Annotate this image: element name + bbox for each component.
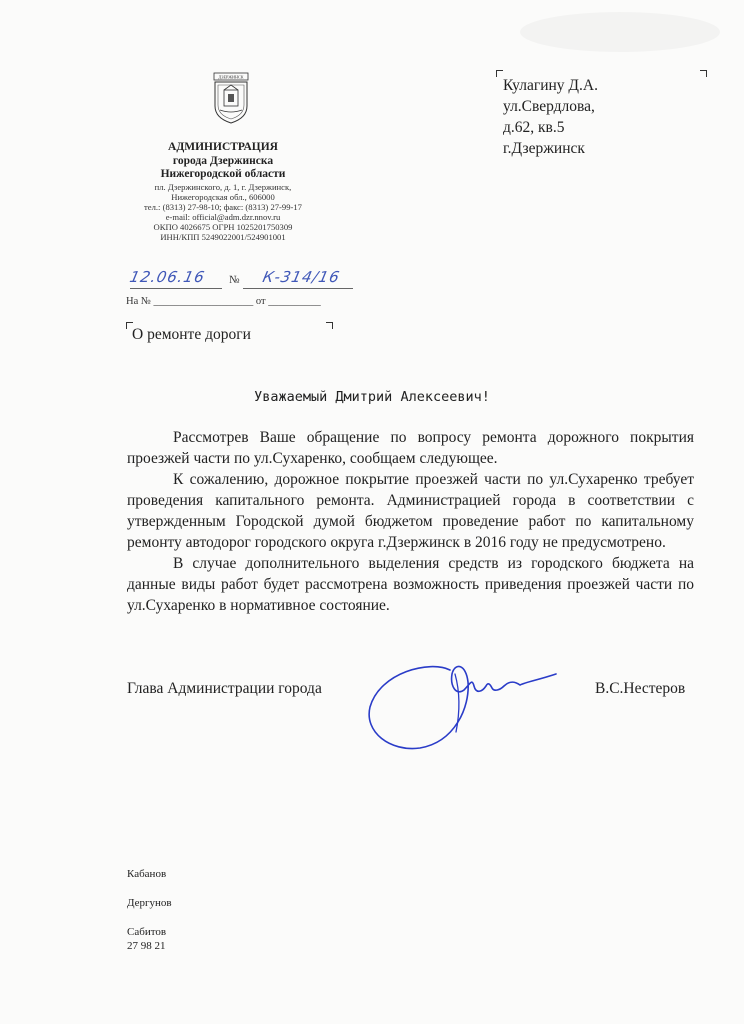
salutation: Уважаемый Дмитрий Алексеевич! [254, 389, 490, 405]
org-inn: ИНН/КПП 5249022001/524901001 [160, 232, 286, 243]
org-address-2: Нижегородская обл., 606000 [171, 191, 275, 202]
org-okpo: ОКПО 4026675 ОГРН 1025201750309 [153, 222, 293, 233]
svg-text:ДЗЕРЖИНСК: ДЗЕРЖИНСК [218, 74, 244, 80]
recipient-corner-left [496, 70, 503, 77]
reply-reference-line: На № ___________________ от __________ [126, 296, 321, 307]
body-paragraph-2: К сожалению, дорожное покрытие проезжей части по ул.Сухаренко требует проведения капитального ремонта. Администрацией города в соответствии с утвержденным Городской думой бюджетом проведение работ по капитальному ремонту автодорог городского округа г.Дзержинск в 2016 году не предусмотрено. [127, 471, 694, 551]
scan-shadow [520, 12, 720, 52]
handwritten-date: 12.06.16 [128, 268, 207, 286]
signatory-role: Глава Администрации города [127, 680, 322, 697]
number-underline [243, 288, 353, 289]
recipient-house: д.62, кв.5 [503, 119, 565, 136]
letter-subject: О ремонте дороги [132, 326, 251, 343]
organization-header [118, 141, 328, 243]
org-phone: тел.: (8313) 27-98-10; факс: (8313) 27-99-17 [144, 201, 302, 212]
recipient-name: Кулагину Д.А. [503, 77, 598, 94]
org-city: города Дзержинска [172, 154, 274, 167]
org-title: АДМИНИСТРАЦИЯ [168, 141, 278, 153]
recipient-address [503, 75, 598, 159]
body-paragraph-3: В случае дополнительного выделения средств из городского бюджета на данные виды работ будет рассмотрена возможность приведения проезжей части по ул.Сухаренко в нормативное состояние. [127, 555, 694, 614]
executor-3: Сабитов [127, 926, 167, 938]
coat-of-arms-icon [213, 72, 249, 124]
body-paragraph-1: Рассмотрев Ваше обращение по вопросу ремонта дорожного покрытия проезжей части по ул.Сухаренко, сообщаем следующее. [127, 429, 694, 467]
date-underline [130, 288, 222, 289]
recipient-street: ул.Свердлова, [503, 98, 595, 115]
recipient-corner-right [700, 70, 707, 77]
handwritten-number: К-314/16 [261, 268, 342, 286]
org-address: пл. Дзержинского, д. 1, г. Дзержинск, [154, 181, 292, 192]
subject-corner-right [326, 322, 333, 329]
recipient-city: г.Дзержинск [503, 140, 585, 157]
executors-list [127, 868, 172, 969]
org-email: e-mail: official@adm.dzr.nnov.ru [165, 212, 281, 223]
executor-1: Кабанов [127, 868, 167, 880]
signatory-name: В.С.Нестеров [595, 680, 686, 697]
number-sign: № [229, 274, 240, 286]
handwritten-signature [360, 652, 570, 762]
executor-2: Дергунов [127, 897, 172, 909]
letter-body [127, 427, 694, 616]
executor-phone: 27 98 21 [127, 940, 166, 952]
org-region: Нижегородской области [160, 168, 286, 181]
